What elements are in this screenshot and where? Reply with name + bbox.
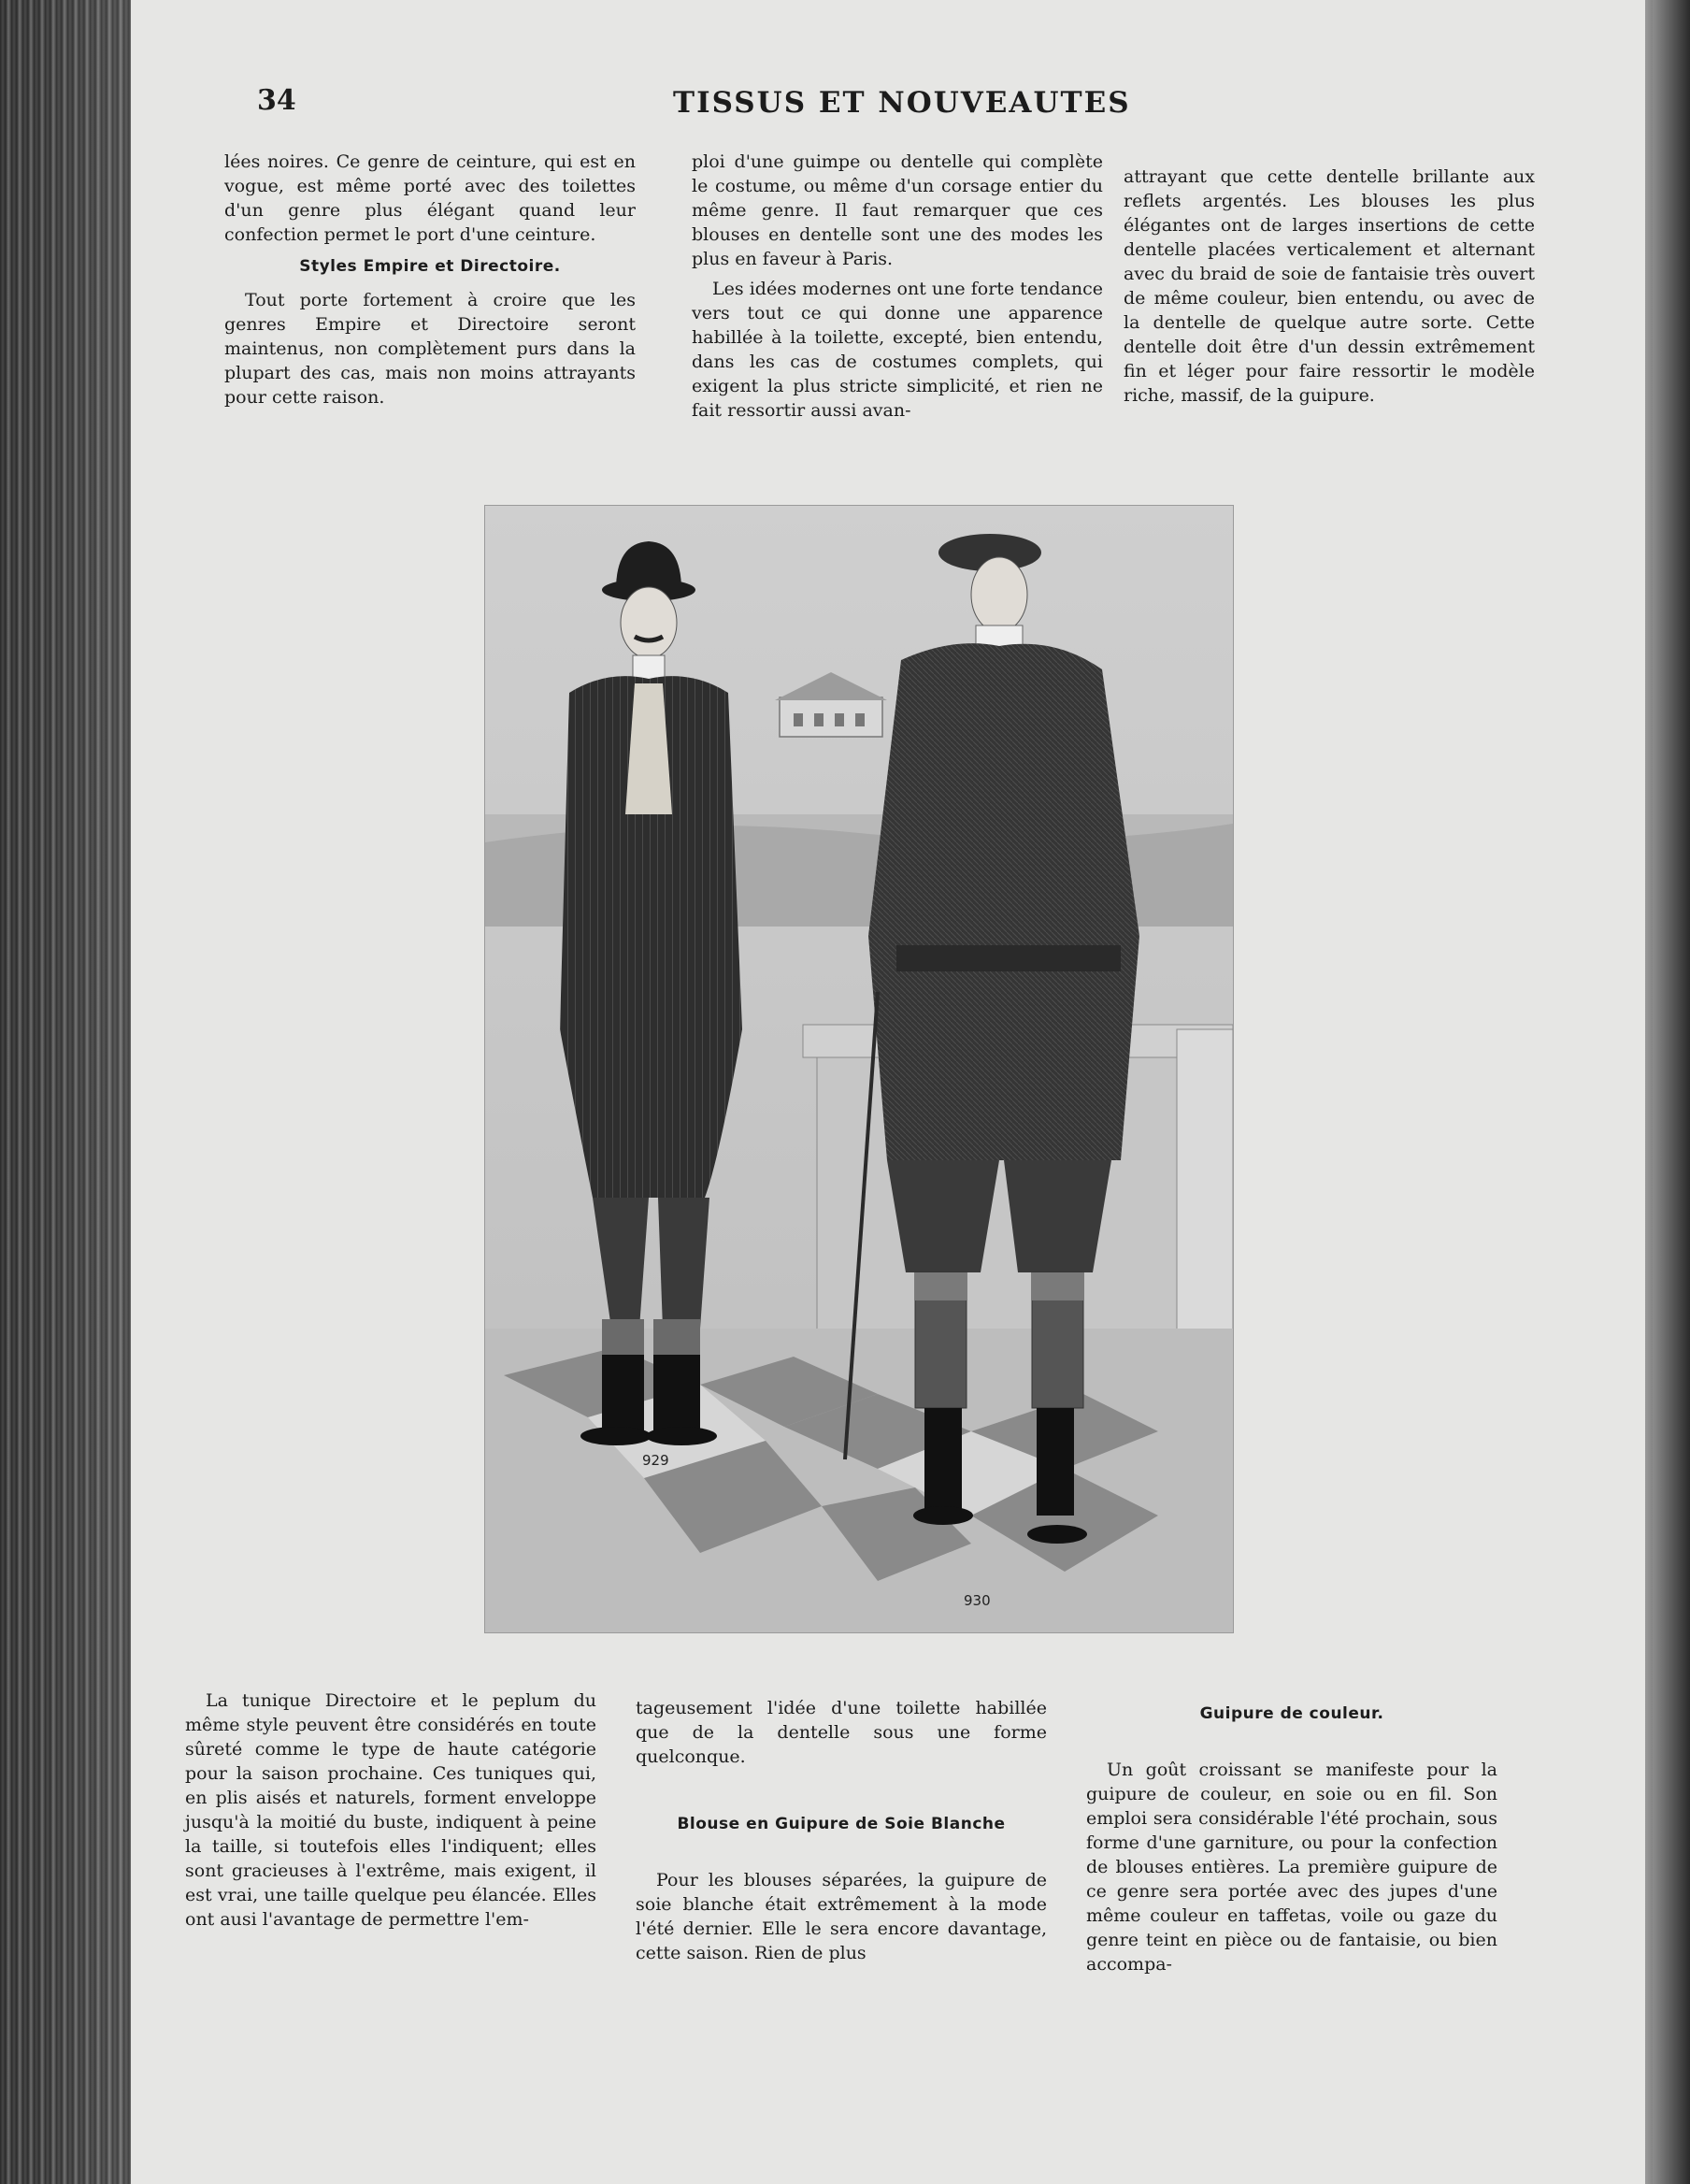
paragraph: Un goût croissant se manifeste pour la guipure de couleur, en soie ou en fil. Son emploi sera considérable l'été prochain, sous forme d'une garniture, ou pour la confection de blouses entières. La première guipure de ce genre sera portée avec des jupes d'une même couleur en taffetas, voile ou gaze du genre teint en pièce ou de fantaisie, ou bien accompa- bbox=[1086, 1760, 1497, 1975]
spacer bbox=[636, 1688, 1047, 1696]
paragraph: La tunique Directoire et le peplum du même style peuvent être considérés en toute sûreté comme le type de haute catégorie pour la saison prochaine. Ces tuniques qui, en plis aisés et naturels, forment enveloppe jusqu'à la moitié du buste, indiquent à peine la taille, si toutefois elles l'indiquent; elles sont gracieuses à l'extrême, mais exigent, il est vrai, une taille quelque peu élancée. Elles ont ausi l'avantage de permettre l'em- bbox=[185, 1690, 596, 1930]
bottom-column-2 bbox=[636, 1688, 1047, 1971]
paragraph: ploi d'une guimpe ou dentelle qui complète le costume, ou même d'un corsage entier du même genre. Il faut remarquer que ces blouses en dentelle sont une des modes les plus en faveur à Paris. bbox=[692, 151, 1103, 269]
page-number: 34 bbox=[257, 84, 296, 117]
bottom-column-3 bbox=[1086, 1702, 1497, 1982]
paragraph: attrayant que cette dentelle brillante aux reflets argentés. Les blouses les plus élégantes ont de larges insertions de cette dentelle placées verticalement et alternant avec du braid de soie de fantaisie très ouvert de même couleur, bien entendu, ou avec de la dentelle de quelque autre sorte. Cette dentelle doit être d'un dessin extrêmement fin et léger pour faire ressortir le modèle riche, massif, de la guipure. bbox=[1124, 166, 1535, 406]
fashion-illustration bbox=[484, 505, 1234, 1633]
paragraph: Tout porte fortement à croire que les genres Empire et Directoire seront maintenus, non complètement purs dans la plupart des cas, mais non moins attrayants pour cette raison. bbox=[224, 290, 636, 408]
running-title: TISSUS ET NOUVEAUTES bbox=[673, 86, 1131, 120]
book-binding-right bbox=[1653, 0, 1690, 2184]
paragraph: Les idées modernes ont une forte tendance vers tout ce qui donne une apparence habillée à la toilette, excepté, bien entendu, dans les cas de costumes complets, qui exigent la plus stricte simplicité, et rien ne fait ressortir aussi avan- bbox=[692, 279, 1103, 421]
paragraph: tageusement l'idée d'une toilette habillée que de la dentelle sous une forme quelconque. bbox=[636, 1698, 1047, 1767]
plate-number-right: 930 bbox=[964, 1592, 991, 1609]
section-heading: Blouse en Guipure de Soie Blanche bbox=[677, 1815, 1006, 1833]
checkered-floor bbox=[485, 1329, 1233, 1632]
book-page bbox=[131, 0, 1645, 2184]
plate-number-left: 929 bbox=[642, 1452, 669, 1469]
fashion-plate-drawing bbox=[485, 506, 1233, 1632]
section-heading: Guipure de couleur. bbox=[1199, 1704, 1384, 1723]
top-column-2 bbox=[692, 150, 1103, 428]
bottom-column-1 bbox=[185, 1688, 596, 1937]
paragraph: lées noires. Ce genre de ceinture, qui est en vogue, est même porté avec des toilettes d'un genre plus élégant quand leur confection permet le port d'une ceinture. bbox=[224, 151, 636, 245]
top-column-1 bbox=[224, 150, 636, 415]
page-header bbox=[131, 84, 1645, 131]
book-page-edges bbox=[0, 0, 140, 2184]
section-heading: Styles Empire et Directoire. bbox=[299, 257, 561, 276]
top-column-3 bbox=[1124, 165, 1535, 413]
paragraph: Pour les blouses séparées, la guipure de soie blanche était extrêmement à la mode l'été dernier. Elle le sera encore davantage, cette saison. Rien de plus bbox=[636, 1870, 1047, 1963]
